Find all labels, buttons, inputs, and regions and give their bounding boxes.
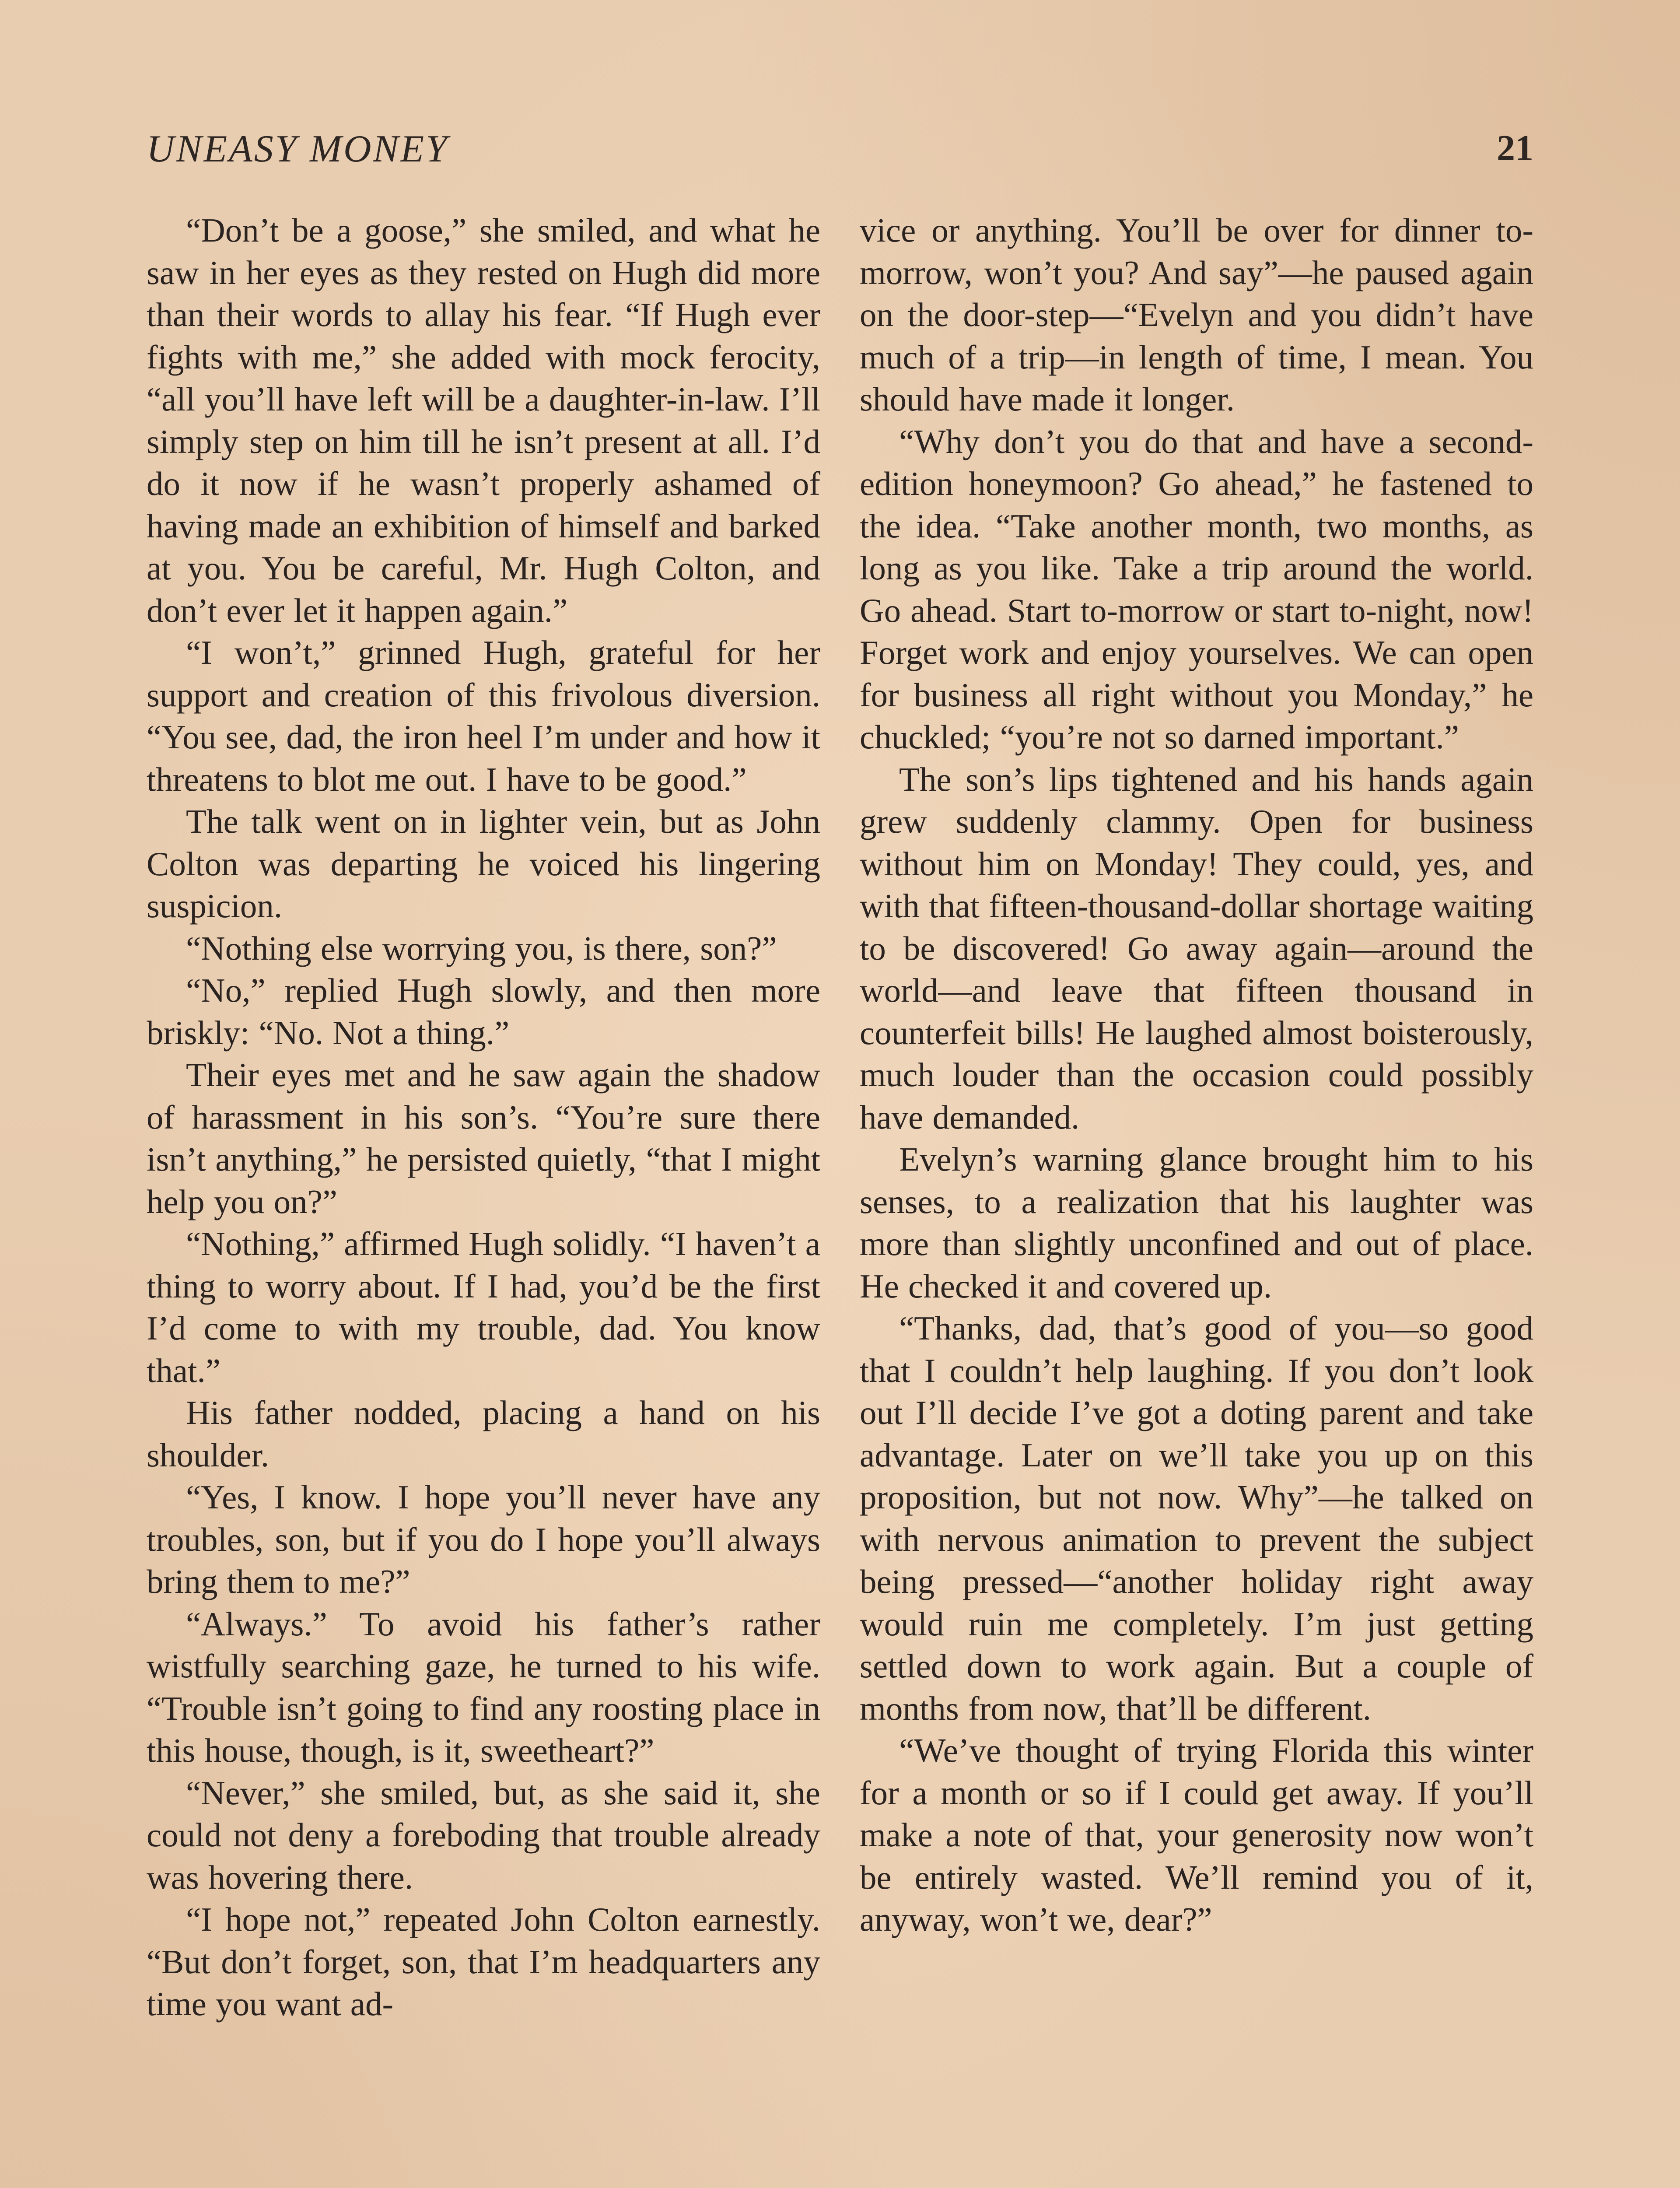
paragraph: “Why don’t you do that and have a second-edition honeymoon? Go ahead,” he fastened to the idea. “Take another month, two months, as long as you like. Take a trip around the world. Go ahead. Start to-morrow or start to-night, now! Forget work and enjoy yourselves. We can open for business all right without you Monday,” he chuckled; “you’re not so darned important.” bbox=[860, 422, 1533, 756]
paragraph: “Thanks, dad, that’s good of you—so good that I couldn’t help laughing. If you don’t look out I’ll decide I’ve got a doting parent and take advantage. Later on we’ll take you up on this proposition, but not now. Why”—he talked on with nervous animation to prevent the subject being pressed—“another holiday right away would ruin me completely. I’m just getting settled down to work again. But a couple of months from now, that’ll be different. bbox=[860, 1309, 1533, 1727]
paragraph: Evelyn’s warning glance brought him to his senses, to a realization that his laughter was more than slightly unconfined and out of place. He checked it and covered up. bbox=[860, 1140, 1533, 1305]
paragraph: Their eyes met and he saw again the shadow of harassment in his son’s. “You’re sure there isn’t anything,” he persisted quietly, “that I might help you on?” bbox=[147, 1056, 820, 1220]
paragraph: “I hope not,” repeated John Colton earnestly. “But don’t forget, son, that I’m headquarters any time you want ad- bbox=[147, 1900, 820, 2023]
right-column bbox=[860, 209, 1533, 1941]
page-header bbox=[147, 127, 1533, 179]
paragraph: “Nothing,” affirmed Hugh solidly. “I haven’t a thing to worry about. If I had, you’d be the first I’d come to with my trouble, dad. You know that.” bbox=[147, 1225, 820, 1389]
running-title: UNEASY MONEY bbox=[147, 128, 449, 170]
paragraph: His father nodded, placing a hand on his shoulder. bbox=[147, 1394, 820, 1474]
paragraph: “No,” replied Hugh slowly, and then more briskly: “No. Not a thing.” bbox=[147, 971, 820, 1052]
text-columns bbox=[147, 209, 1542, 2188]
paragraph: The talk went on in lighter vein, but as John Colton was departing he voiced his lingering suspicion. bbox=[147, 803, 820, 925]
paragraph: “Nothing else worrying you, is there, son?” bbox=[186, 929, 777, 967]
paragraph: The son’s lips tightened and his hands again grew suddenly clammy. Open for business without him on Monday! They could, yes, and with that fifteen-thousand-dollar shortage waiting to be discovered! Go away again—around the world—and leave that fifteen thousand in counterfeit bills! He laughed almost boisterously, much louder than the occasion could possibly have demanded. bbox=[860, 760, 1533, 1136]
left-column bbox=[147, 209, 820, 2025]
paragraph: “Yes, I know. I hope you’ll never have any troubles, son, but if you do I hope you’ll always bring them to me?” bbox=[147, 1478, 820, 1600]
paragraph: “We’ve thought of trying Florida this winter for a month or so if I could get away. If you’ll make a note of that, your generosity now won’t be entirely wasted. We’ll remind you of it, anyway, won’t we, dear?” bbox=[860, 1732, 1533, 1938]
page-number: 21 bbox=[1497, 128, 1533, 168]
paragraph: “Always.” To avoid his father’s rather wistfully searching gaze, he turned to his wife. “Trouble isn’t going to find any roosting place in this house, though, is it, sweetheart?” bbox=[147, 1605, 820, 1769]
paragraph-continued: vice or anything. You’ll be over for dinner to-morrow, won’t you? And say”—he paused again on the door-step—“Evelyn and you didn’t have much of a trip—in length of time, I mean. You should have made it longer. bbox=[860, 211, 1533, 418]
paragraph: “Never,” she smiled, but, as she said it, she could not deny a foreboding that trouble already was hovering there. bbox=[147, 1774, 820, 1896]
paragraph: “I won’t,” grinned Hugh, grateful for her support and creation of this frivolous diversion. “You see, dad, the iron heel I’m under and how it threatens to blot me out. I have to be good.” bbox=[147, 634, 820, 798]
paragraph: “Don’t be a goose,” she smiled, and what he saw in her eyes as they rested on Hugh did more than their words to allay his fear. “If Hugh ever fights with me,” she added with mock ferocity, “all you’ll have left will be a daughter-in-law. I’ll simply step on him till he isn’t present at all. I’d do it now if he wasn’t properly ashamed of having made an exhibition of himself and barked at you. You be careful, Mr. Hugh Colton, and don’t ever let it happen again.” bbox=[147, 211, 820, 629]
